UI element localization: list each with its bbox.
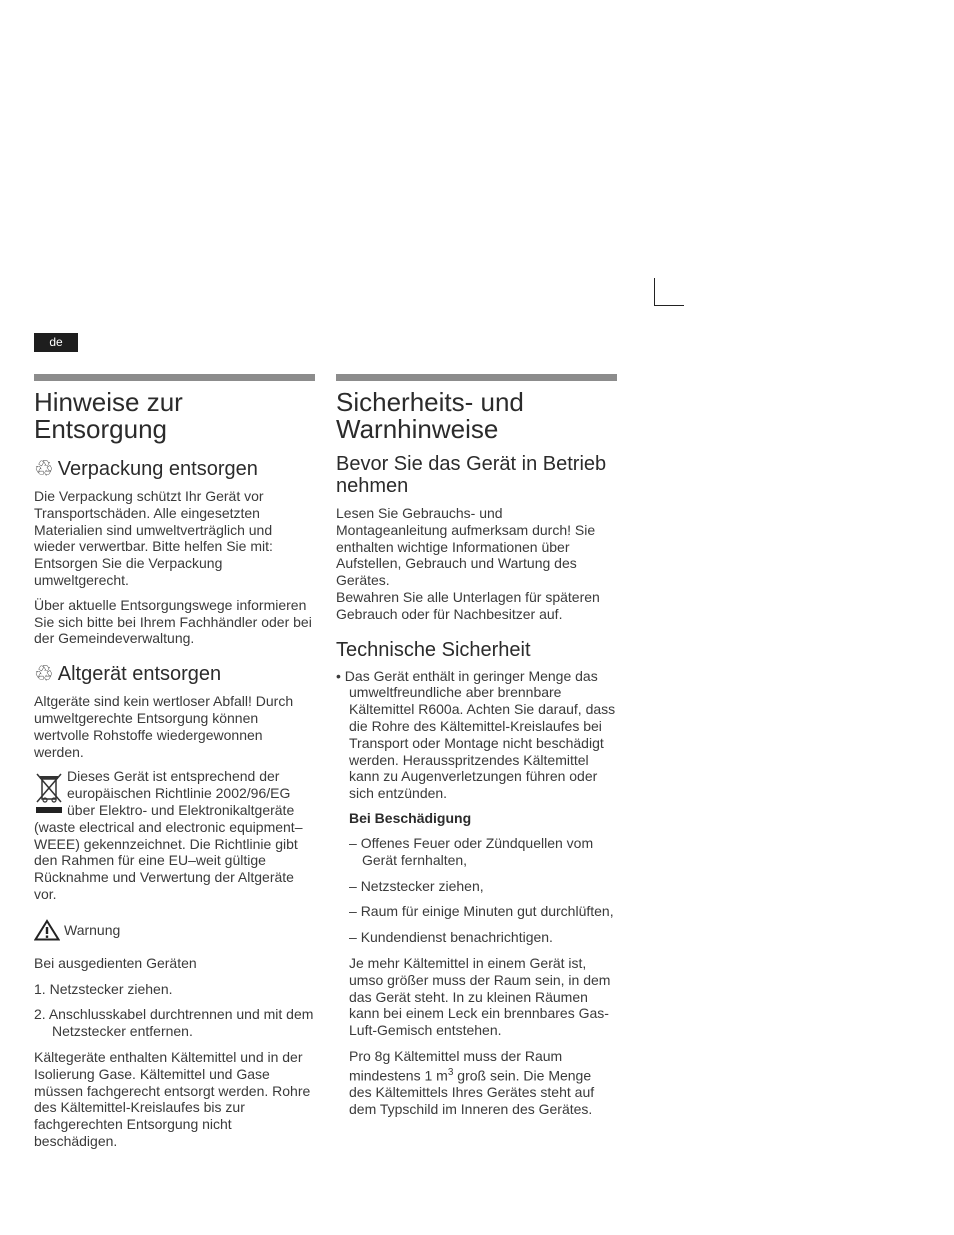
- old-device-paragraph-1: Altgeräte sind kein wertloser Abfall! Durch umweltgerechte Entsorgung können wertvolle Rohstoffe wiedergewonnen werden.: [34, 693, 294, 760]
- list-item: [349, 835, 617, 869]
- before-use-paragraph-1: Lesen Sie Gebrauchs- und Montageanleitung aufmerksam durch! Sie enthalten wichtige Informationen über Aufstellen, Gebrauch und Wartung des Gerätes.: [336, 505, 596, 589]
- list-item: [349, 903, 617, 920]
- dash-icon: –: [349, 877, 361, 894]
- room-size-paragraph: Je mehr Kältemittel in einem Gerät ist, umso größer muss der Raum sein, in dem das Gerät steht. In zu kleinen Räumen kann bei einem Leck ein brennbares Gas-Luft-Gemisch entstehen.: [349, 954, 611, 1039]
- dash-icon: –: [349, 903, 361, 920]
- old-device-heading: [34, 663, 315, 685]
- list-item: [34, 981, 315, 998]
- warning-note: Kältegeräte enthalten Kältemittel und in der Isolierung Gase. Kältemittel und Gase müssen fachgerecht entsorgt werden. Rohre des Kältemittel-Kreislaufes bis zur fachgerechten Entsorgung nicht beschädigen.: [34, 1048, 311, 1149]
- list-item: [349, 929, 617, 946]
- refrigerant-text-a: Pro 8g Kältemittel muss der Raum mindestens 1 m: [349, 1047, 563, 1084]
- step-number: 2.: [34, 1006, 46, 1023]
- damage-steps: [349, 835, 617, 946]
- warning-heading: [34, 919, 315, 941]
- damage-step-text: Kundendienst benachrichtigen.: [360, 929, 553, 946]
- packaging-heading-text: Verpackung entsorgen: [57, 458, 258, 480]
- damage-heading: Bei Beschädigung: [349, 809, 472, 826]
- refrigerant-amount-paragraph: [349, 1048, 617, 1118]
- technical-safety-list: [336, 668, 617, 802]
- list-item: [349, 878, 617, 895]
- recycle-icon: ♲: [34, 661, 54, 687]
- packaging-paragraph-1: Die Verpackung schützt Ihr Gerät vor Transportschäden. Alle eingesetzten Materialien sind umweltverträglich und wieder verwertbar. Bitte helfen Sie mit: Entsorgen Sie die Verpackung umweltgerecht.: [34, 488, 273, 588]
- bullet-text: Das Gerät enthält in geringer Menge das umweltfreundliche aber brennbare Kältemittel R600a. Achten Sie darauf, dass die Rohre des Kältemittel-Kreislaufes bei Transport oder Montage nicht beschädigt werden. Herausspritzendes Kältemittel kann zu Augenverletzungen führen oder sich entzünden.: [344, 667, 616, 802]
- packaging-heading: [34, 458, 315, 480]
- dash-icon: –: [349, 834, 361, 851]
- section-rule: [336, 374, 617, 381]
- disposal-column: [34, 374, 315, 1150]
- dash-icon: –: [349, 929, 361, 946]
- safety-title: Sicherheits- und Warnhinweise: [336, 387, 524, 444]
- weee-bin-icon: [34, 771, 64, 815]
- old-device-paragraph-2: Dieses Gerät ist entsprechend der europäischen Richtlinie 2002/96/EG über Elektro- und Elektronikaltgeräte (waste electrical and electronic equipment– WEEE) gekennzeichnet. Die Richtlinie gibt den Rahmen für eine EU–weit gültige Rücknahme und Verwertung der Altgeräte vor.: [34, 768, 303, 902]
- damage-block: [336, 810, 617, 1118]
- damage-step-text: Raum für einige Minuten gut durchlüften,: [360, 903, 614, 920]
- weee-block: [34, 768, 315, 902]
- superscript-3: 3: [447, 1066, 454, 1078]
- warning-icon: [34, 919, 60, 941]
- old-device-heading-text: Altgerät entsorgen: [57, 663, 222, 686]
- technical-safety-heading: Technische Sicherheit: [336, 638, 531, 661]
- recycle-icon: ♲: [34, 456, 54, 481]
- packaging-paragraph-2: Über aktuelle Entsorgungswege informieren Sie sich bitte bei Ihrem Fachhändler oder bei der Gemeindeverwaltung.: [34, 596, 312, 647]
- damage-step-text: Offenes Feuer oder Zündquellen vom Gerät fernhalten,: [360, 834, 594, 868]
- disposal-title: Hinweise zur Entsorgung: [34, 387, 183, 444]
- list-item: [336, 668, 617, 802]
- section-rule: [34, 374, 315, 381]
- warning-label: Warnung: [64, 921, 121, 938]
- safety-column: [336, 374, 617, 1118]
- before-use-heading: Bevor Sie das Gerät in Betrieb nehmen: [336, 453, 607, 497]
- crop-mark: [654, 278, 684, 306]
- step-number: 1.: [34, 980, 46, 997]
- refrigerant-text-b: groß sein. Die Menge des Kältemittels Ihres Gerätes steht auf dem Typschild im Inneren des Gerätes.: [349, 1067, 595, 1117]
- step-text: Anschlusskabel durchtrennen und mit dem Netzstecker entfernen.: [48, 1006, 314, 1040]
- language-badge: de: [34, 333, 78, 352]
- bullet-icon: •: [336, 667, 345, 684]
- warning-steps: [34, 981, 315, 1040]
- before-use-paragraph-2: Bewahren Sie alle Unterlagen für späteren Gebrauch oder für Nachbesitzer auf.: [336, 588, 600, 622]
- warning-intro: Bei ausgedienten Geräten: [34, 954, 197, 971]
- list-item: [34, 1006, 315, 1040]
- damage-step-text: Netzstecker ziehen,: [360, 877, 484, 894]
- step-text: Netzstecker ziehen.: [49, 980, 173, 997]
